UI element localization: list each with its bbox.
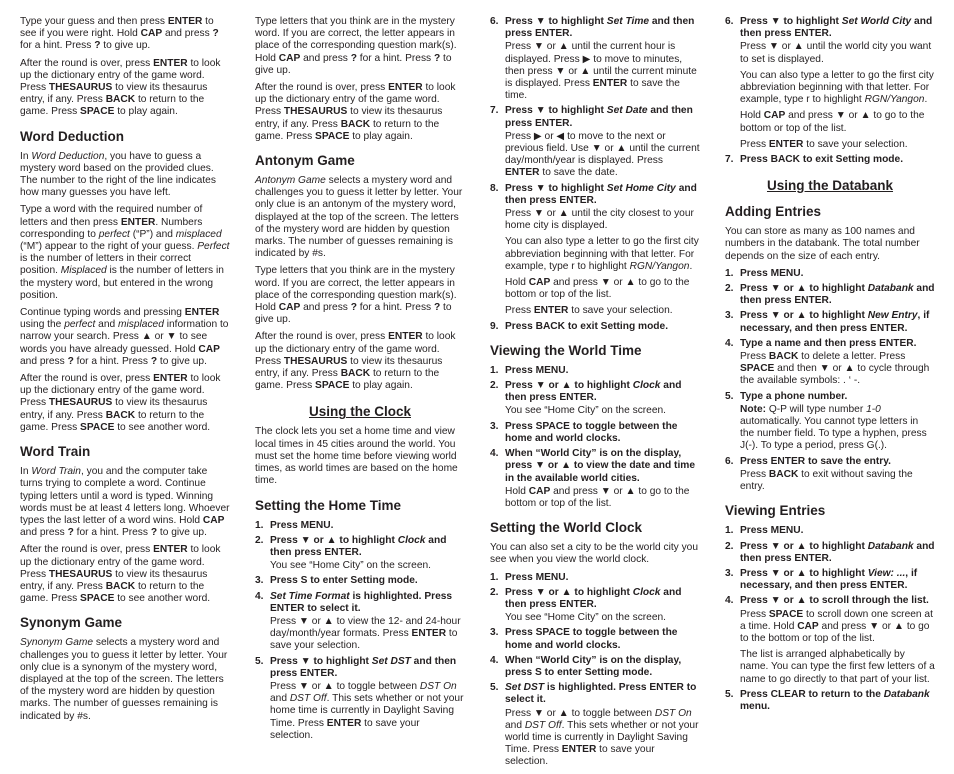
step-number: 5. [725,688,734,700]
step-number: 2. [725,540,734,552]
step-list [490,365,700,510]
step-instruction: Press SPACE to toggle between the home and world clocks. [505,420,678,444]
step-number: 4. [725,337,734,349]
step-description: The list is arranged alphabetically by name. You can type the first few letters of a name to go directly to that part of your list. [740,649,935,685]
step-description: Press ▼ or ▲ to toggle between DST On and DST Off. This sets whether or not your world time is currently in Daylight Saving Time. Press ENTER to save your selection. [505,707,699,768]
paragraph: Antonym Game selects a mystery word and challenges you to guess it letter by letter. Your only clue is an antonym of the mystery word, displayed at the top of the screen. The letters of the mystery word are hidden by question marks. The number of guesses remaining is indicated by #s. [255,175,463,260]
step-number: 1. [490,571,499,583]
step-number: 6. [490,16,499,27]
step-number: 5. [490,682,499,694]
step-instruction: Press ▼ to highlight Set Home City and then press ENTER. [505,182,697,206]
step-number: 5. [725,390,734,402]
paragraph: Type your guess and then press ENTER to see if you were right. Hold CAP and press ? for a hint. Press ? to give up. [20,16,219,52]
paragraph: You can also set a city to be the world city you see when you view the world clock. [490,542,699,566]
paragraph: Type a word with the required number of letters and then press ENTER. Numbers corresponding to perfect (“P”) and misplaced (“M”) appear to the right of your guess. Perfect is the number of letters in their correct position. Misplaced is the number of letters in the mystery word, but entered in the wrong position. [20,204,230,301]
step-number: 6. [725,16,734,27]
section-heading-viewing-world-time: Viewing the World Time [490,342,642,358]
step-instruction: Set DST is highlighted. Press ENTER to select it. [505,682,697,706]
step-instruction: Press BACK to exit Setting mode. [505,320,669,332]
step-number: 3. [255,575,264,587]
paragraph: After the round is over, press ENTER to look up the dictionary entry of the game word. Press THESAURUS to view its thesaurus entry, if any. Press BACK to return to the game. Press SPACE to play again. [255,82,456,142]
step-number: 5. [255,655,264,667]
step-description: Press BACK to delete a letter. Press SPACE and then ▼ or ▲ to cycle through the available symbols: . ‘ -. [740,351,930,387]
section-heading-adding-entries: Adding Entries [725,204,822,220]
column-3 [490,16,700,774]
paragraph: Type letters that you think are in the mystery word. If you are correct, the letter appears in place of the corresponding question mark(s). Hold CAP and press ? for a hint. Press ? to give up. [255,265,457,326]
paragraph: After the round is over, press ENTER to look up the dictionary entry of the game word. Press THESAURUS to view its thesaurus entry, if any. Press BACK to return to the game. Press SPACE to play again. [20,57,221,118]
step-item [490,587,700,625]
step-instruction: Press MENU. [505,364,569,376]
step-number: 8. [490,182,499,194]
step-description: Press ENTER to save your selection. [505,305,673,317]
step-item [255,575,465,587]
step-item [490,365,700,377]
step-description: Press ▼ or ▲ to toggle between DST On and DST Off. This sets whether or not your home time is currently in Daylight Saving Time. Press ENTER to save your selection. [270,680,464,741]
step-number: 2. [490,586,499,598]
step-number: 1. [255,519,264,531]
step-description: You see “Home City” on the screen. [505,405,667,417]
step-instruction: Press ▼ or ▲ to highlight Databank and then press ENTER. [740,283,935,307]
step-instruction: Press CLEAR to return to the Databank menu. [740,688,930,712]
step-list [725,268,935,493]
step-list [490,572,700,769]
step-item [490,627,700,651]
step-number: 9. [490,320,499,332]
paragraph: Synonym Game selects a mystery word and challenges you to guess it letter by letter. Your only clue is a synonym of the mystery word, displayed at the top of the screen. The letters of the mystery word are hidden by question marks. The number of guesses remaining is indicated by #s. [20,637,228,722]
step-number: 4. [490,448,499,460]
column-2 [255,16,465,747]
step-number: 4. [490,654,499,666]
step-instruction: Press ▼ or ▲ to highlight Clock and then press ENTER. [270,534,447,558]
step-description: Hold CAP and press ▼ or ▲ to go to the bottom or top of the list. [505,485,690,509]
paragraph: You can store as many as 100 names and numbers in the databank. The total number depends on the size of each entry. [725,226,920,262]
step-instruction: When “World City” is on the display, press S to enter Setting mode. [505,654,682,678]
paragraph: In Word Deduction, you have to guess a mystery word based on the provided clues. The number to the right of the line indicates how many guesses you have left. [20,150,216,199]
step-item [490,321,700,333]
step-instruction: Press ▼ to highlight Set World City and then press ENTER. [740,16,933,40]
section-heading-word-deduction: Word Deduction [20,128,124,144]
step-instruction: Type a phone number. [740,390,848,402]
step-list [725,16,935,166]
step-list [725,525,935,713]
step-description: Press ▼ or ▲ until the current hour is displayed. Press ▶ to move to minutes, then press ▼ or ▲ until the current minute is displayed. Press ENTER to save the time. [505,41,697,102]
step-item [725,283,935,307]
step-item [490,421,700,445]
step-instruction: Press ▼ or ▲ to highlight Databank and then press ENTER. [740,540,935,564]
step-number: 1. [725,525,734,537]
step-item [255,656,465,742]
step-instruction: Press ▼ to highlight Set Time and then press ENTER. [505,16,695,40]
chapter-heading-using-the-clock: Using the Clock [308,404,411,420]
step-item [725,525,935,537]
step-description: Note: Q-P will type number 1-0 automatically. You cannot type letters in the number field. To type a hyphen, press J(-). To type a period, press G(.). [740,403,927,452]
step-list [490,16,700,333]
step-description: Press ▼ or ▲ until the city closest to your home city is displayed. [505,208,694,232]
step-item [725,154,935,166]
step-instruction: Press ▼ or ▲ to highlight Clock and then press ENTER. [505,380,682,404]
paragraph: The clock lets you set a home time and view local times in 45 cities around the world. You must set the home time before viewing world times, as world times are based on the home time. [255,426,458,487]
section-heading-word-train: Word Train [20,444,91,460]
step-instruction: Press ▼ to highlight Set DST and then press ENTER. [270,655,457,679]
step-item [725,310,935,334]
step-item [725,568,935,592]
step-instruction: Press S to enter Setting mode. [270,575,418,587]
paragraph: In Word Train, you and the computer take turns trying to complete a word. Continue typing letters until a word is typed. Winning words must be at least 4 letters long. Whoever types the last letter of a word wins. Hold CAP and press ? for a hint. Press ? to give up. [20,466,230,539]
step-item [725,16,935,151]
step-instruction: Press ▼ or ▲ to scroll through the list. [740,595,929,607]
column-1 [20,16,230,728]
step-list [255,520,465,742]
step-instruction: Press ▼ or ▲ to highlight New Entry, if necessary, and then press ENTER. [740,310,930,334]
step-number: 3. [490,420,499,432]
step-description: You can also type a letter to go the first city abbreviation beginning with that letter. For example, type r to highlight RGN/Yangon. [740,69,934,106]
step-item [255,591,465,653]
paragraph: After the round is over, press ENTER to look up the dictionary entry of the game word. Press THESAURUS to view its thesaurus entry, if any. Press BACK to return to the game. Press SPACE to see another word. [20,373,221,433]
step-instruction: Press ▼ or ▲ to highlight Clock and then press ENTER. [505,586,682,610]
paragraph: After the round is over, press ENTER to look up the dictionary entry of the game word. Press THESAURUS to view its thesaurus entry, if any. Press BACK to return to the game. Press SPACE to play again. [255,331,456,392]
step-description: Press ENTER to save your selection. [740,138,908,150]
step-number: 6. [725,455,734,467]
step-item [725,268,935,280]
step-item [490,572,700,584]
step-number: 3. [725,310,734,322]
step-description: Press ▼ or ▲ until the world city you want to set is displayed. [740,41,932,65]
paragraph: Continue typing words and pressing ENTER using the perfect and misplaced information to narrow your search. Press ▲ or ▼ to see words you have already guessed. Hold CAP and press ? for a hint. Press ? to give up. [20,307,229,367]
step-item [725,391,935,453]
step-description: Press SPACE to scroll down one screen at a time. Hold CAP and press ▼ or ▲ to go to the bottom or top of the list. [740,608,933,644]
step-item [725,541,935,565]
step-instruction: Press ▼ or ▲ to highlight View: ..., if necessary, and then press ENTER. [740,567,918,592]
section-heading-synonym-game: Synonym Game [20,615,123,631]
step-item [490,655,700,679]
step-instruction: When “World City” is on the display, press ▼ or ▲ to view the date and time in the available world cities. [505,448,696,484]
chapter-heading-using-the-databank: Using the Databank [766,178,894,194]
step-item [725,689,935,713]
section-heading-setting-home-time: Setting the Home Time [255,497,402,513]
step-description: Press ▼ or ▲ to view the 12- and 24-hour day/month/year formats. Press ENTER to save your selection. [270,615,461,652]
step-item [725,595,935,685]
step-item [490,183,700,318]
step-instruction: Press ENTER to save the entry. [740,455,891,467]
step-item [490,105,700,179]
step-description: Press BACK to exit without saving the entry. [740,468,913,493]
step-description: You can also type a letter to go the first city abbreviation beginning with that letter. For example, type r to highlight RGN/Yangon. [505,236,699,272]
step-item [255,535,465,573]
step-number: 7. [725,154,734,166]
step-instruction: Press SPACE to toggle between the home and world clocks. [505,627,678,651]
section-heading-antonym-game: Antonym Game [255,153,355,169]
step-description: Hold CAP and press ▼ or ▲ to go to the bottom or top of the list. [740,110,925,134]
step-instruction: Press BACK to exit Setting mode. [740,154,904,166]
step-number: 4. [255,590,264,602]
step-description: Press ▶ or ◀ to move to the next or previous field. Use ▼ or ▲ until the current day/month/year is displayed. Press ENTER to save the date. [505,130,700,179]
paragraph: After the round is over, press ENTER to look up the dictionary entry of the game word. Press THESAURUS to view its thesaurus entry, if any. Press BACK to return to the game. Press SPACE to see another word. [20,544,221,605]
section-heading-setting-world-clock: Setting the World Clock [490,520,643,536]
step-number: 2. [255,534,264,546]
step-number: 2. [490,380,499,392]
step-instruction: Press ▼ to highlight Set Date and then press ENTER. [505,105,693,129]
step-item [490,448,700,510]
step-instruction: Set Time Format is highlighted. Press ENTER to select it. [270,590,453,614]
step-instruction: Press MENU. [505,571,569,583]
step-instruction: Press MENU. [740,525,804,537]
step-item [255,520,465,532]
step-item [490,380,700,418]
step-description: You see “Home City” on the screen. [270,560,432,572]
step-description: You see “Home City” on the screen. [505,612,667,624]
step-item [490,16,700,102]
step-number: 7. [490,105,499,117]
step-item [725,456,935,494]
step-instruction: Type a name and then press ENTER. [740,337,917,349]
step-number: 1. [725,267,734,279]
step-number: 3. [490,627,499,639]
paragraph: Type letters that you think are in the mystery word. If you are correct, the letter appears in place of the corresponding question mark(s). Hold CAP and press ? for a hint. Press ? to give up. [255,16,457,76]
step-instruction: Press MENU. [740,267,804,279]
step-item [725,338,935,388]
step-description: Hold CAP and press ▼ or ▲ to go to the bottom or top of the list. [505,277,690,301]
column-4 [725,16,935,718]
step-instruction: Press MENU. [270,519,334,531]
step-number: 3. [725,567,734,579]
step-number: 4. [725,595,734,607]
section-heading-viewing-entries: Viewing Entries [725,503,826,519]
step-item [490,682,700,768]
step-number: 2. [725,283,734,295]
step-number: 1. [490,364,499,376]
